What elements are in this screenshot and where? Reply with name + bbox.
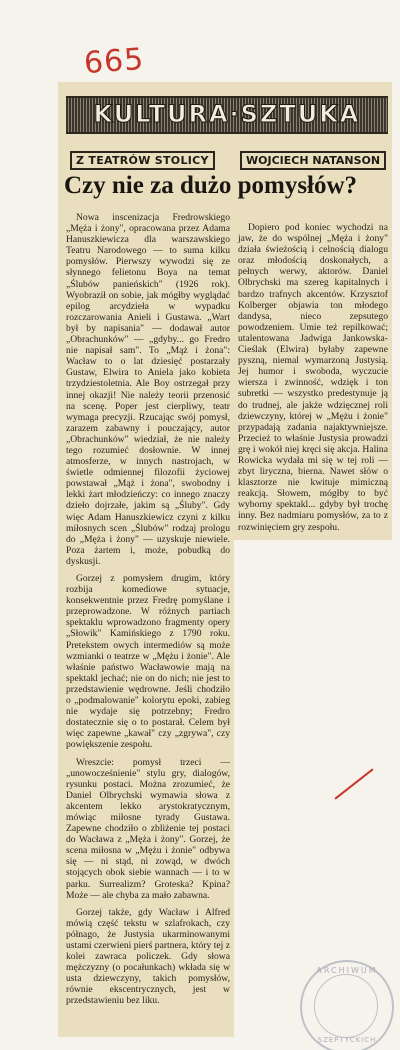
paragraph: Gorzej z pomysłem drugim, który rozbija komediowe sytuacje, konsekwentnie przez Fredrę pomyślane i przeprowadzone. W różnych partiach spektaklu wprowadzono fragmenty opery „Słowik" Kamińskiego z 1790 roku. Pretekstem owych intermediów są może wzmianki o teatrze w „Mężu i żonie". Ale właśnie państwo Wacławowie mają na spektakl jechać; nie on do nich; nie jest to przedstawienie wędrowne. Jeśli chodziło o „podmalowanie" kolorytu epoki, zabieg nie wydaje się potrzebny; Fredro dostatecznie się o to postarał. Celem był więc zapewne „kawał" czy „zgrywa", czy powiększenie zespołu. [66,573,230,751]
article-headline: Czy nie za dużo pomysłów? [64,172,358,199]
section-banner [66,96,388,134]
cut-out-area [234,540,394,940]
archive-stamp [300,960,394,1050]
stamp-text-top: ARCHIWUM [316,966,378,975]
left-column [66,212,230,1013]
handwritten-number: 665 [82,41,146,82]
stamp-text-bottom: SZEPTYCKICH [317,1036,377,1044]
paragraph: Dopiero pod koniec wychodzi na jaw, że do wspólnej „Męża i żony" działa świeżością i celnością dialogu oraz młodością doskonałych, a pełnych werwy, aktorów. Daniel Olbrychski ma szereg kapitalnych i bardzo trafnych akcentów. Krzysztof Kolberger objawia ton młodego dandysa, nieco zepsutego powodzeniem. Umie też repilkować; utalentowana Jadwiga Jankowska-Cieślak (Elwira) byłaby zapewne pyszną, niemal wymarzoną Justysią. Jej humor i swoboda, wyczucie wiersza i zwinność, wdzięk i ton subretki — wszystko predestynuje ją do trudnej, ale jakże wdzięcznej roli dziewczyny, której w „Mężu i żonie" przypadają zadania najaktywniejsze. Przecież to właśnie Justysia prowadzi grę i wokół niej kręci się akcja. Halina Rowicka wydała mi się w tej roli — zbyt liryczna, bierna. Nawet słów o klasztorze nie kwituje mimiczną reakcją. Słowem, mógłby to być wyborny spektakl... gdyby był trochę inny. Bez nadmiaru pomysłów, za to z rozwinięciem gry zespołu. [238,222,388,533]
section-tag: Z TEATRÓW STOLICY [70,151,215,170]
stamp-inner-ring [314,974,378,1038]
paragraph: Gorzej także, gdy Wacław i Alfred mówią część tekstu w szlafrokach, czy półnago, że Justysia ukarminowanymi ustami czerwieni pierś partnera, który tej z kolei zawraca policzek. Gdy słowa mężczyzny (o pocałunkach) wkłada się w usta dziewczyny, takich pomysłów, równie ekscentrycznych, jest w przedstawieniu bez liku. [66,906,230,1007]
right-column [238,222,388,539]
paragraph: Wreszcie: pomysł trzeci — „unowocześnienie" stylu gry, dialogów, rysunku postaci. Można zrozumieć, że Daniel Olbrychski wymawia słowa z akcentem lekko arystokratycznym, mówiąc miłosne tyrady Gustawa. Zapewne chodziło o zbliżenie tej postaci do Wacława z „Męża i żony". Gorzej, że scena miłosna w „Mężu i żonie" odbywa się — ni stąd, ni zowąd, w dwóch stojących obok siebie wannach — i to w parku. Surrealizm? Groteska? Kpina? Może — ale chyba za mało zabawna. [66,756,230,901]
section-banner-text: KULTURA·SZTUKA [93,100,361,128]
author-byline: WOJCIECH NATANSON [240,151,386,170]
paragraph: Nowa inscenizacja Fredrowskiego „Męża i żony", opracowana przez Adama Hanuszkiewicza dla warszawskiego Teatru Narodowego — to suma kilku pomysłów. Pierwszy wywodzi się ze słynnego felietonu Boya na temat „Ślubów panieńskich" (1926 rok). Wyobraził on sobie, jak mógłby wyglądać epilog arcydzieła w wypadku rozczarowania Anieli i Gustawa. „Wart był by napisania" — dodawał autor „Obrachunków" — „gdyby... go Fredro nie napisał sam". To „Mąż i żona": Wacław to o lat dziesięć postarzały Gustaw, Elwira to Aniela jako kobieta trzydziestoletnia. Ale Boy ostrzegał przy innej okazji! Nie należy teorii przenosić na scenę. Poper jest cierpliwy, teatr wymaga precyzji. Rzucając swój pomysł, zarazem zabawny i pouczający, autor „Obrachunków" wiedział, że nie należy tego rozumieć dosłownie. W innej atmosferze, w innych nastrojach, w świetle odmiennej filozofii życiowej powstawał „Mąż i żona", swobodny i lekki żart młodzieńczy: co innego znaczy dzieło dojrzałe, jakim są „Śluby". Gdy więc Adam Hanuszkiewicz czyni z kilku miłosnych scen „Ślubów" rodzaj prologu do „Męża i żony" — uzyskuje niewiele. Poza żartem i, może, pobudką do dyskusji. [66,212,230,567]
